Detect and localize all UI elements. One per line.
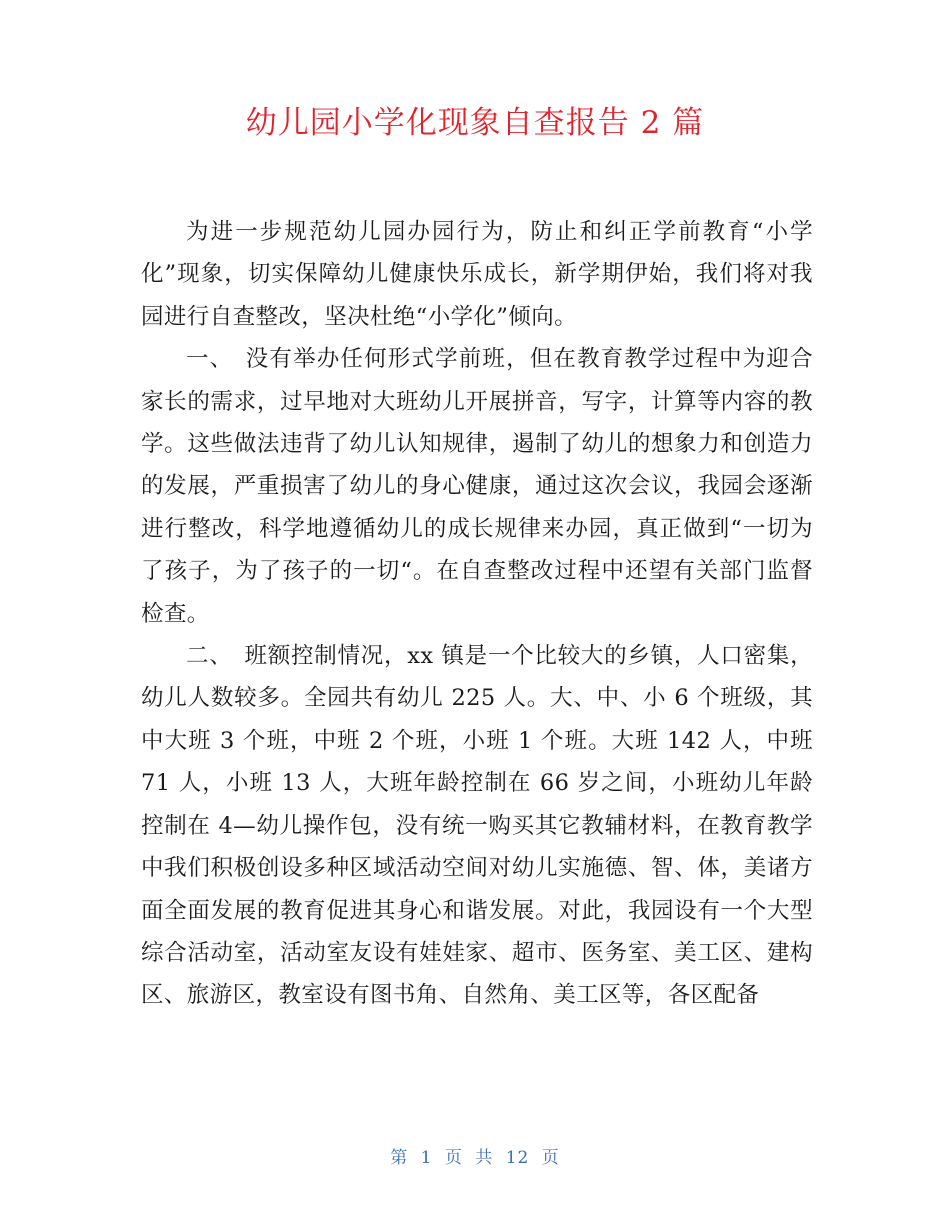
page-title: 幼儿园小学化现象自查报告 2 篇 [245,105,705,141]
footer-page-label: 第 [390,1148,409,1168]
paragraph-intro: 为进一步规范幼儿园办园行为，防止和纠正学前教育“小学化”现象，切实保障幼儿健康快乐成长，新学期伊始，我们将对我园进行自查整改，坚决杜绝“小学化”倾向。 [141,219,813,330]
page-footer [0,1146,950,1170]
footer-page-unit: 页 [444,1148,463,1168]
footer-current-page: 1 [420,1148,433,1168]
footer-total-pages: 12 [505,1148,530,1168]
paragraph-section-1: 一、 没有举办任何形式学前班，但在教育教学过程中为迎合家长的需求，过早地对大班幼儿开展拼音，写字，计算等内容的教学。这些做法违背了幼儿认知规律，遏制了幼儿的想象力和创造力的发展，严重损害了幼儿的身心健康，通过这次会议，我园会逐渐进行整改，科学地遵循幼儿的成长规律来办园，真正做到“一切为了孩子，为了孩子的一切“。在自查整改过程中还望有关部门监督检查。 [141,346,813,627]
footer-total-unit: 页 [541,1148,560,1168]
document-body [141,211,813,1017]
footer-total-label: 共 [475,1148,494,1168]
paragraph-section-2: 二、 班额控制情况，xx 镇是一个比较大的乡镇，人口密集，幼儿人数较多。全园共有幼儿 225 人。大、中、小 6 个班级，其中大班 3 个班，中班 2 个班，小班 1 个班。大班 142 人，中班 71 人，小班 13 人，大班年龄控制在 66 岁之间，小班幼儿年龄控制在 4—幼儿操作包，没有统一购买其它教辅材料，在教育教学中我们积极创设多种区域活动空间对幼儿实施德、智、体，美诸方面全面发展的教育促进其身心和谐发展。对此，我园设有一个大型综合活动室，活动室友设有娃娃家、超市、医务室、美工区、建构区、旅游区，教室设有图书角、自然角、美工区等，各区配备 [141,643,813,1009]
